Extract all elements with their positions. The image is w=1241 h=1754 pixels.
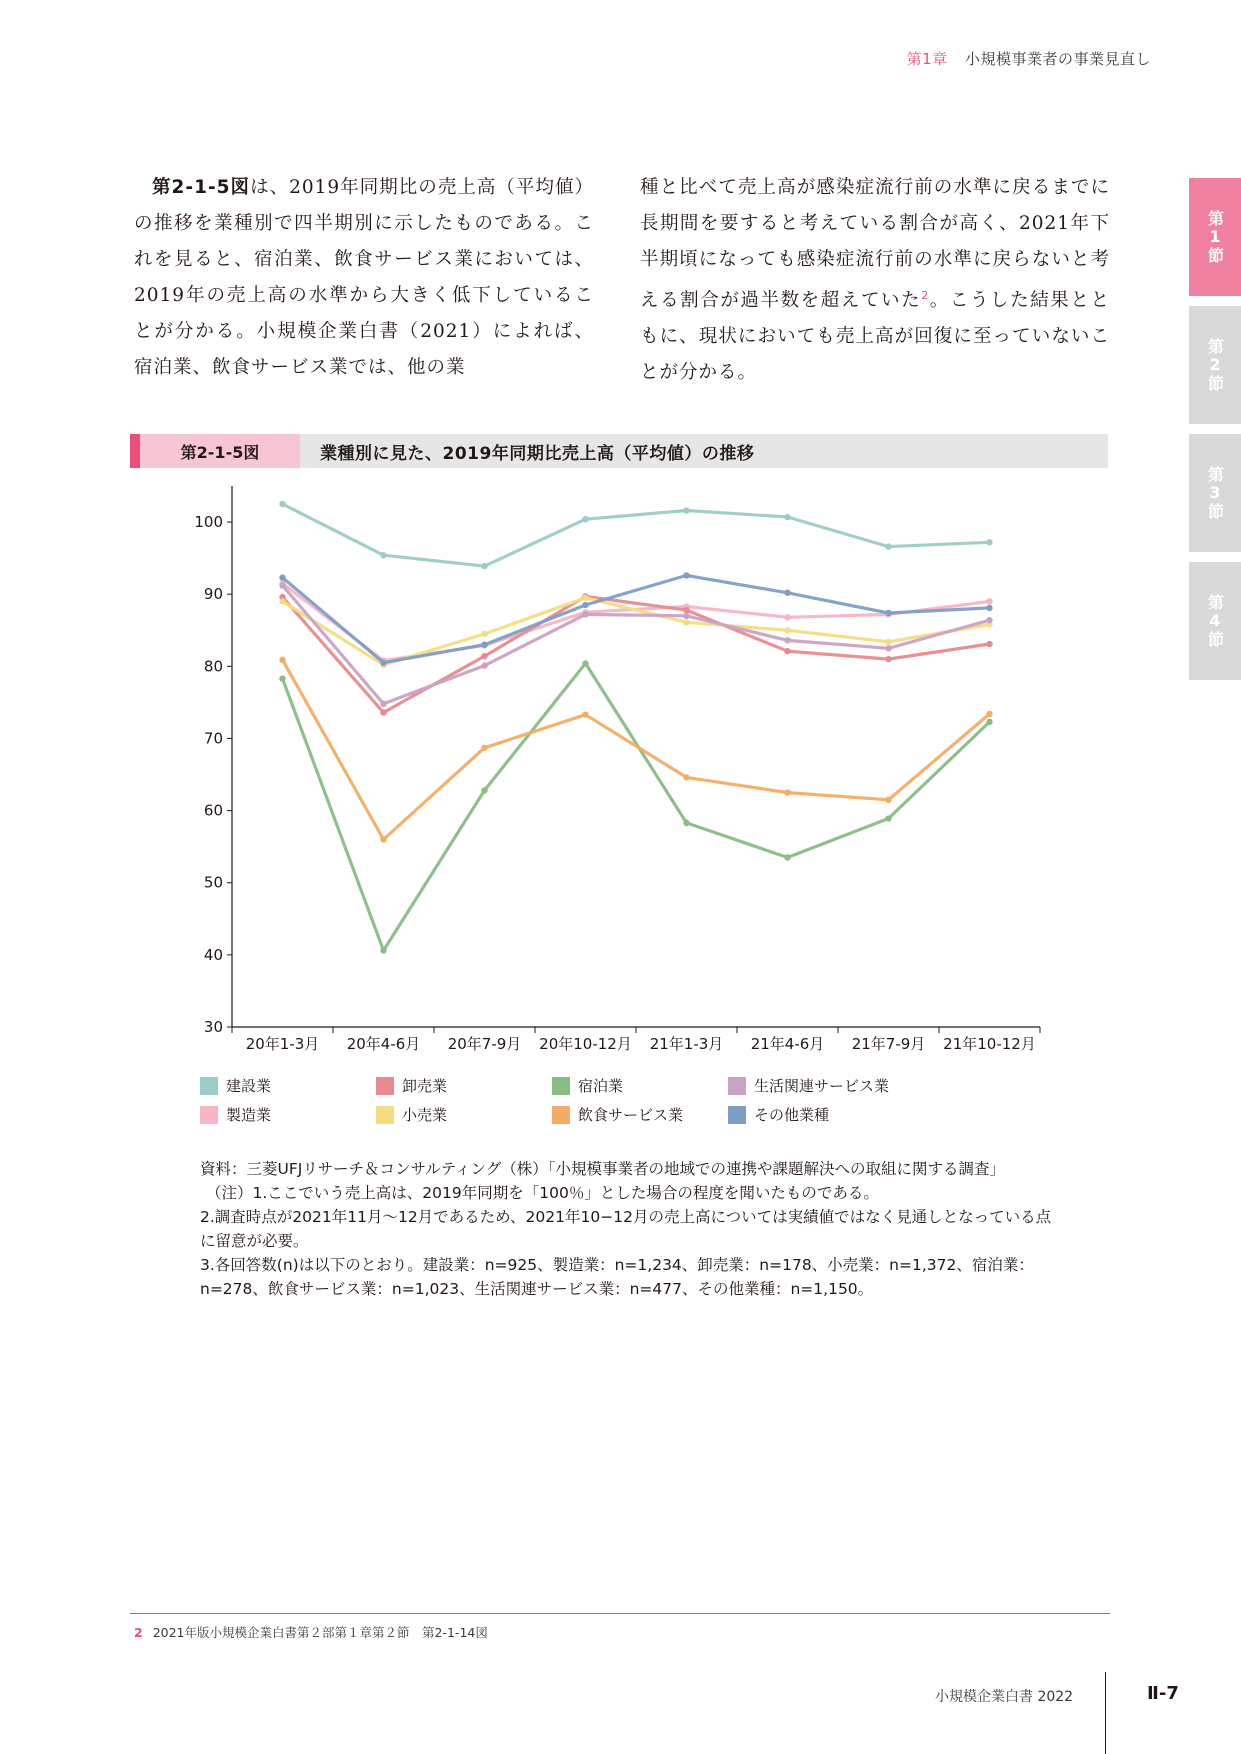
x-tick-label: 21年10-12月 — [943, 1035, 1036, 1053]
line-chart — [150, 478, 1060, 1068]
footnote-number: 2 — [134, 1625, 143, 1640]
legend-item — [200, 1104, 376, 1125]
data-point-3-6 — [885, 639, 891, 645]
data-point-6-1 — [380, 701, 386, 707]
body-paragraph-left: は、2019年同期比の売上高（平均値）の推移を業種別で四半期別に示したものである。これを見ると、宿泊業、飲食サービス業においては、2019年の売上高の水準から大きく低下していることが分かる。小規模企業白書（2021）によれば、宿泊業、飲食サービス業では、他の業 — [134, 177, 594, 378]
x-tick-label: 20年10-12月 — [539, 1035, 632, 1053]
data-point-3-2 — [481, 631, 487, 637]
x-tick-label: 21年1-3月 — [649, 1035, 724, 1053]
legend-swatch — [728, 1106, 746, 1124]
data-point-7-2 — [481, 641, 487, 647]
chapter-title: 小規模事業者の事業見直し — [964, 50, 1151, 68]
data-point-4-5 — [784, 854, 790, 860]
body-text-left — [134, 170, 594, 386]
footnote — [134, 1623, 488, 1641]
legend-label: 宿泊業 — [578, 1077, 624, 1095]
data-point-0-7 — [986, 539, 992, 545]
x-tick-label: 21年7-9月 — [851, 1035, 926, 1053]
note-1: （注）1.ここでいう売上高は、2019年同期を「100％」とした場合の程度を聞いたものである。 — [206, 1184, 879, 1202]
x-tick-label: 20年4-6月 — [346, 1035, 421, 1053]
legend-label: 生活関連サービス業 — [754, 1077, 890, 1095]
data-point-2-1 — [380, 709, 386, 715]
legend-swatch — [200, 1106, 218, 1124]
body-paragraph-right-2: 。こうした結果とともに、現状においても売上高が回復に至っていないことが分かる。 — [640, 290, 1110, 384]
figure-notes — [200, 1157, 1060, 1301]
data-point-7-1 — [380, 660, 386, 666]
data-point-0-6 — [885, 543, 891, 549]
data-point-5-1 — [380, 836, 386, 842]
legend-label: 製造業 — [226, 1106, 272, 1124]
note-2: 2.調査時点が2021年11月～12月であるため、2021年10−12月の売上高については実績値ではなく見通しとなっている点に留意が必要。 — [200, 1208, 1052, 1250]
footnote-divider — [130, 1613, 1110, 1614]
y-tick-label: 50 — [203, 873, 223, 892]
data-point-0-3 — [582, 516, 588, 522]
data-point-4-7 — [986, 719, 992, 725]
data-point-5-7 — [986, 711, 992, 717]
section-tab-3[interactable]: 第3節 — [1189, 434, 1241, 552]
footnote-marker[interactable]: 2 — [921, 289, 930, 302]
data-point-1-7 — [986, 598, 992, 604]
data-point-7-3 — [582, 602, 588, 608]
figure-title-accent — [130, 434, 140, 468]
series-line-7 — [283, 575, 990, 662]
x-tick-label: 20年1-3月 — [245, 1035, 320, 1053]
legend-label: 卸売業 — [402, 1077, 448, 1095]
section-tab-2[interactable]: 第2節 — [1189, 306, 1241, 424]
series-line-4 — [283, 663, 990, 950]
data-point-0-4 — [683, 507, 689, 513]
data-point-3-3 — [582, 595, 588, 601]
note-source: 資料：三菱UFJリサーチ＆コンサルティング（株）「小規模事業者の地域での連携や課題解決への取組に関する調査」 — [200, 1160, 1005, 1178]
figure-title-bar — [130, 434, 1108, 468]
y-tick-label: 70 — [203, 729, 223, 748]
note-3: 3.各回答数(n)は以下のとおり。建設業：n=925、製造業：n=1,234、卸売業：n=178、小売業：n=1,372、宿泊業：n=278、飲食サービス業：n=1,023、生活関連サービス業：n=477、その他業種：n=1,150。 — [200, 1256, 1034, 1298]
legend-label: 小売業 — [402, 1106, 448, 1124]
data-point-4-0 — [279, 675, 285, 681]
page-number: Ⅱ-7 — [1147, 1683, 1179, 1704]
data-point-7-5 — [784, 590, 790, 596]
data-point-6-3 — [582, 611, 588, 617]
legend-swatch — [376, 1077, 394, 1095]
data-point-6-6 — [885, 645, 891, 651]
data-point-3-5 — [784, 627, 790, 633]
x-tick-label: 20年7-9月 — [447, 1035, 522, 1053]
chart-legend — [200, 1075, 900, 1125]
data-point-0-0 — [279, 501, 285, 507]
data-point-2-7 — [986, 641, 992, 647]
data-point-0-2 — [481, 563, 487, 569]
y-tick-label: 80 — [203, 657, 223, 676]
data-point-6-4 — [683, 613, 689, 619]
data-point-4-2 — [481, 787, 487, 793]
data-point-6-5 — [784, 637, 790, 643]
data-point-7-6 — [885, 610, 891, 616]
data-point-1-5 — [784, 614, 790, 620]
legend-item — [552, 1104, 728, 1125]
body-text-right — [640, 170, 1110, 391]
data-point-0-5 — [784, 514, 790, 520]
legend-label: 飲食サービス業 — [578, 1106, 684, 1124]
legend-swatch — [552, 1106, 570, 1124]
footer-divider — [1105, 1672, 1106, 1754]
data-point-6-7 — [986, 617, 992, 623]
legend-swatch — [376, 1106, 394, 1124]
data-point-7-0 — [279, 574, 285, 580]
y-tick-label: 30 — [203, 1018, 223, 1036]
legend-swatch — [728, 1077, 746, 1095]
data-point-7-7 — [986, 605, 992, 611]
series-line-0 — [283, 504, 990, 566]
legend-swatch — [552, 1077, 570, 1095]
data-point-4-6 — [885, 815, 891, 821]
data-point-5-4 — [683, 774, 689, 780]
footnote-text: 2021年版小規模企業白書第２部第１章第２節 第2-1-14図 — [152, 1625, 488, 1640]
y-tick-label: 100 — [194, 513, 223, 532]
section-tab-1[interactable]: 第1節 — [1189, 178, 1241, 296]
data-point-5-6 — [885, 797, 891, 803]
y-tick-label: 60 — [203, 801, 223, 820]
section-tab-4[interactable]: 第4節 — [1189, 562, 1241, 680]
legend-item — [728, 1075, 928, 1096]
data-point-2-5 — [784, 648, 790, 654]
data-point-5-5 — [784, 789, 790, 795]
legend-item — [376, 1104, 552, 1125]
legend-label: その他業種 — [754, 1106, 830, 1124]
legend-item — [200, 1075, 376, 1096]
figure-title: 業種別に見た、2019年同期比売上高（平均値）の推移 — [320, 443, 755, 464]
legend-item — [376, 1075, 552, 1096]
series-line-5 — [283, 660, 990, 840]
x-tick-label: 21年4-6月 — [750, 1035, 825, 1053]
footer-book-title: 小規模企業白書 2022 — [935, 1689, 1074, 1705]
data-point-5-3 — [582, 711, 588, 717]
data-point-5-2 — [481, 745, 487, 751]
data-point-2-4 — [683, 607, 689, 613]
legend-label: 建設業 — [226, 1077, 272, 1095]
data-point-6-0 — [279, 582, 285, 588]
y-tick-label: 90 — [203, 585, 223, 604]
figure-number: 第2-1-5図 — [140, 434, 300, 468]
legend-item — [728, 1104, 928, 1125]
data-point-3-4 — [683, 619, 689, 625]
legend-item — [552, 1075, 728, 1096]
data-point-4-4 — [683, 820, 689, 826]
y-tick-label: 40 — [203, 945, 223, 964]
data-point-0-1 — [380, 552, 386, 558]
data-point-6-2 — [481, 662, 487, 668]
data-point-4-1 — [380, 947, 386, 953]
data-point-3-0 — [279, 598, 285, 604]
legend-swatch — [200, 1077, 218, 1095]
figure-reference: 第2-1-5図 — [152, 177, 251, 198]
data-point-7-4 — [683, 572, 689, 578]
running-header — [907, 48, 1151, 69]
chapter-label: 第1章 — [906, 50, 948, 68]
data-point-2-6 — [885, 656, 891, 662]
body-paragraph-right-1: 種と比べて売上高が感染症流行前の水準に戻るまでに長期間を要すると考えている割合が高く、2021年下半期頃になっても感染症流行前の水準に戻らないと考える割合が過半数を超えていた — [640, 177, 1110, 312]
data-point-4-3 — [582, 660, 588, 666]
data-point-2-2 — [481, 653, 487, 659]
data-point-5-0 — [279, 657, 285, 663]
